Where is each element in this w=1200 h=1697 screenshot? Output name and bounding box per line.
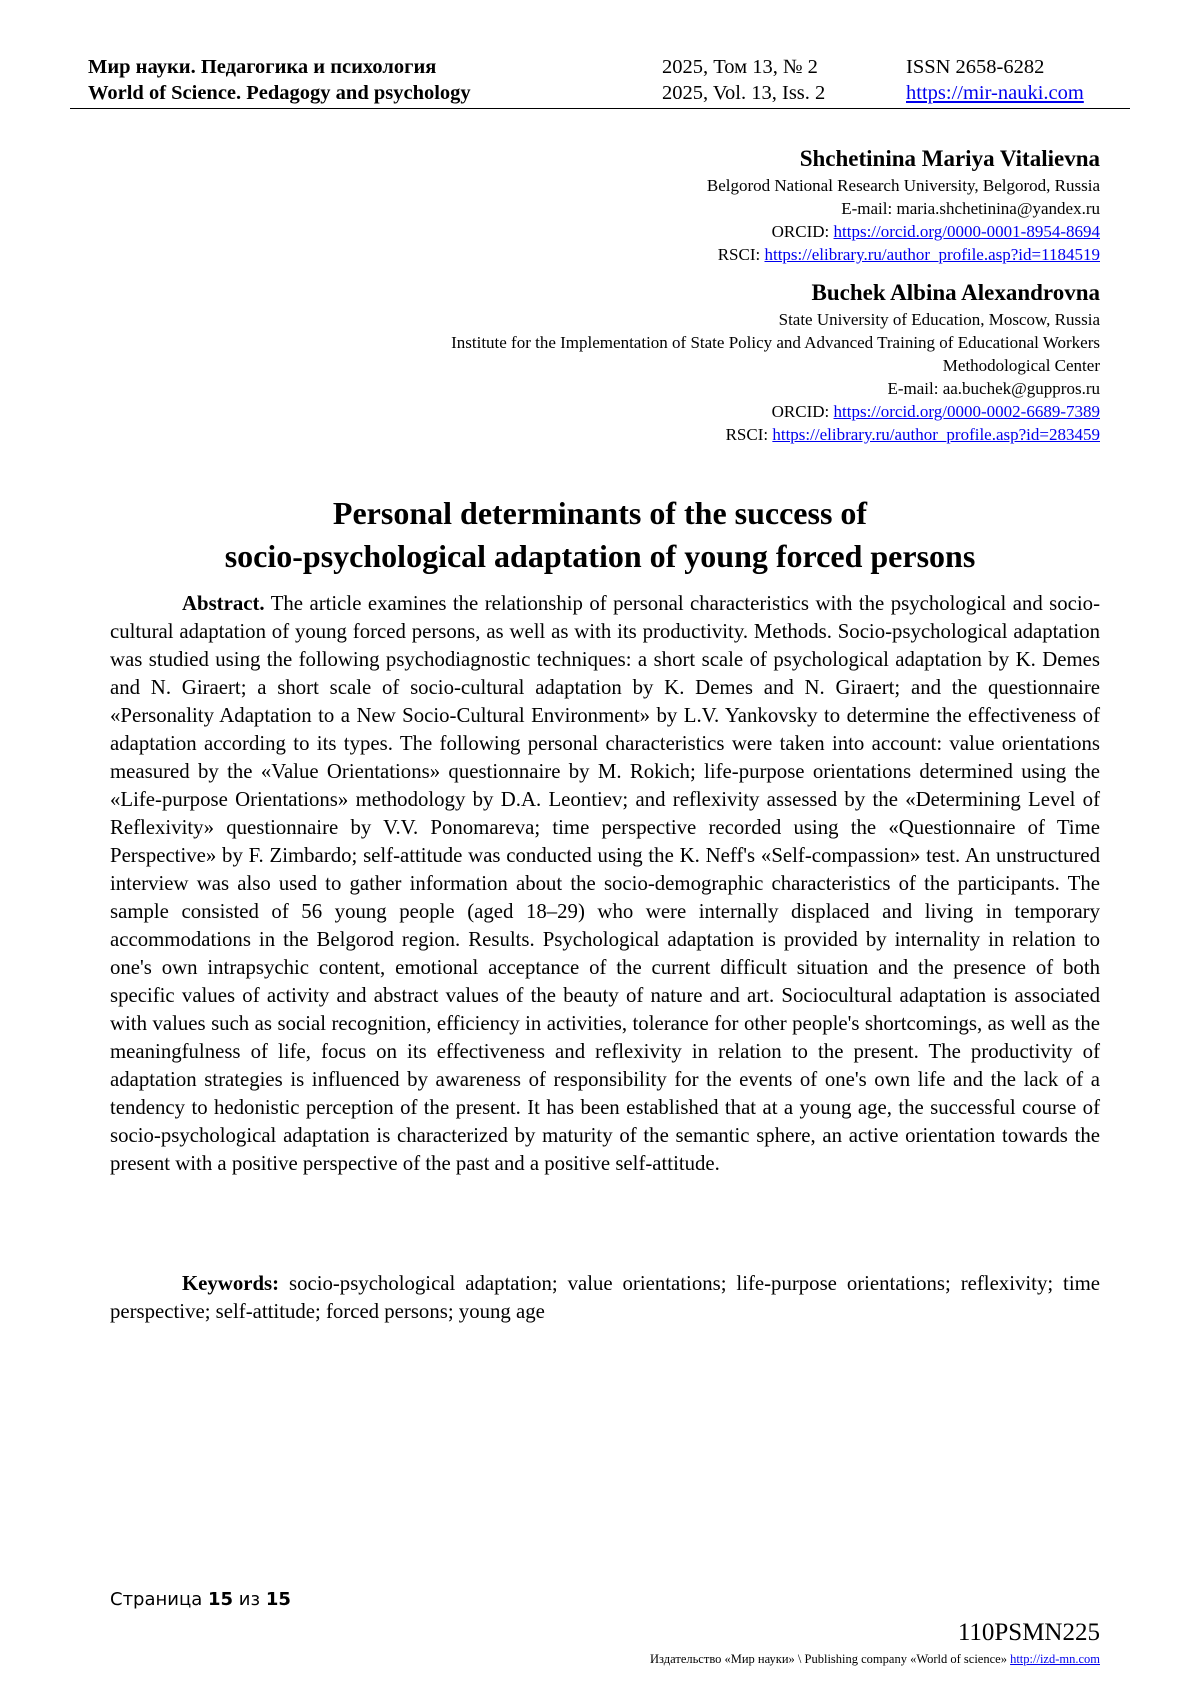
rsci-label: RSCI: [725, 425, 769, 444]
issn: ISSN 2658-6282 [906, 56, 1045, 78]
rsci-link[interactable]: https://elibrary.ru/author_profile.asp?id=283459 [772, 425, 1100, 444]
publisher-text: Издательство «Мир науки» \ Publishing company «World of science» [650, 1652, 1007, 1666]
keywords-label: Keywords: [182, 1272, 280, 1295]
author-email: E-mail: aa.buchek@guppros.ru [887, 379, 1100, 398]
orcid-label: ORCID: [771, 402, 830, 421]
keywords [110, 1270, 1100, 1326]
page-sep: из [238, 1589, 261, 1610]
title-line-2: socio-psychological adaptation of young forced persons [224, 538, 976, 574]
author-rsci [200, 423, 1100, 446]
publisher-line [650, 1652, 1100, 1667]
page-total: 15 [265, 1589, 291, 1610]
author-orcid [200, 400, 1100, 423]
page-current: 15 [208, 1589, 234, 1610]
issue-en: 2025, Vol. 13, Iss. 2 [662, 82, 826, 104]
author-1 [200, 144, 1100, 266]
rsci-label: RSCI: [717, 245, 761, 264]
orcid-label: ORCID: [771, 222, 830, 241]
title-line-1: Personal determinants of the success of [332, 495, 868, 531]
author-name: Shchetinina Mariya Vitalievna [799, 146, 1100, 171]
journal-header [70, 52, 1130, 109]
journal-website-link[interactable]: https://mir-nauki.com [906, 82, 1084, 104]
author-affiliation: Institute for the Implementation of State Policy and Advanced Training of Educational Workers [451, 333, 1100, 352]
abstract-label: Abstract. [182, 592, 265, 615]
orcid-link[interactable]: https://orcid.org/0000-0001-8954-8694 [833, 222, 1100, 241]
page-number [110, 1589, 291, 1610]
page-prefix: Страница [110, 1589, 203, 1610]
article-code: 110PSMN225 [957, 1619, 1100, 1646]
abstract [110, 590, 1100, 1178]
author-name: Buchek Albina Alexandrovna [811, 280, 1100, 305]
issue-ru: 2025, Том 13, № 2 [662, 56, 818, 78]
author-rsci [200, 243, 1100, 266]
author-2 [200, 278, 1100, 446]
orcid-link[interactable]: https://orcid.org/0000-0002-6689-7389 [833, 402, 1100, 421]
abstract-text: The article examines the relationship of personal characteristics with the psychological and socio-cultural adaptation of young forced persons, as well as with its productivity. Methods. Socio-psychological adaptation was studied using the following psychodiagnostic techniques: a short scale of psychological adaptation by K. Demes and N. Giraert; a short scale of socio-cultural adaptation by K. Demes and N. Giraert; and the questionnaire «Personality Adaptation to a New Socio-Cultural Environment» by L.V. Yankovsky to determine the effectiveness of adaptation according to its types. The following personal characteristics were taken into account: value orientations measured by the «Value Orientations» questionnaire by M. Rokich; life-purpose orientations determined using the «Life-purpose Orientations» methodology by D.A. Leontiev; and reflexivity assessed by the «Determining Level of Reflexivity» questionnaire by V.V. Ponomareva; time perspective recorded using the «Questionnaire of Time Perspective» by F. Zimbardo; self-attitude was conducted using the K. Neff's «Self-compassion» test. An unstructured interview was also used to gather information about the socio-demographic characteristics of the participants. The sample consisted of 56 young people (aged 18–29) who were internally displaced and living in temporary accommodations in the Belgorod region. Results. Psychological adaptation is provided by internality in relation to one's own intrapsychic content, emotional acceptance of the current difficult situation and the presence of both specific values of activity and abstract values of the beauty of nature and art. Sociocultural adaptation is associated with values such as social recognition, efficiency in activities, tolerance for other people's shortcomings, as well as the meaningfulness of life, focus on its effectiveness and reflexivity in relation to the present. The productivity of adaptation strategies is influenced by awareness of responsibility for the events of one's own life and the lack of a tendency to hedonistic perception of the present. It has been established that at a young age, the successful course of socio-psychological adaptation is characterized by maturity of the semantic sphere, an active orientation towards the present with a positive perspective of the past and a positive self-attitude. [110, 592, 1101, 1175]
author-orcid [200, 220, 1100, 243]
author-affiliation: Methodological Center [942, 356, 1100, 375]
keywords-text: socio-psychological adaptation; value orientations; life-purpose orientations; reflexivity; time perspective; self-attitude; forced persons; young age [110, 1272, 1101, 1323]
author-affiliation: Belgorod National Research University, Belgorod, Russia [706, 176, 1100, 195]
article-title [100, 492, 1100, 578]
journal-name-ru: Мир науки. Педагогика и психология [88, 56, 437, 78]
rsci-link[interactable]: https://elibrary.ru/author_profile.asp?id=1184519 [764, 245, 1100, 264]
author-affiliation: State University of Education, Moscow, Russia [778, 310, 1100, 329]
author-email: E-mail: maria.shchetinina@yandex.ru [841, 199, 1100, 218]
journal-name-en: World of Science. Pedagogy and psychology [88, 82, 471, 104]
publisher-link[interactable]: http://izd-mn.com [1010, 1652, 1100, 1666]
authors-section [200, 144, 1100, 446]
